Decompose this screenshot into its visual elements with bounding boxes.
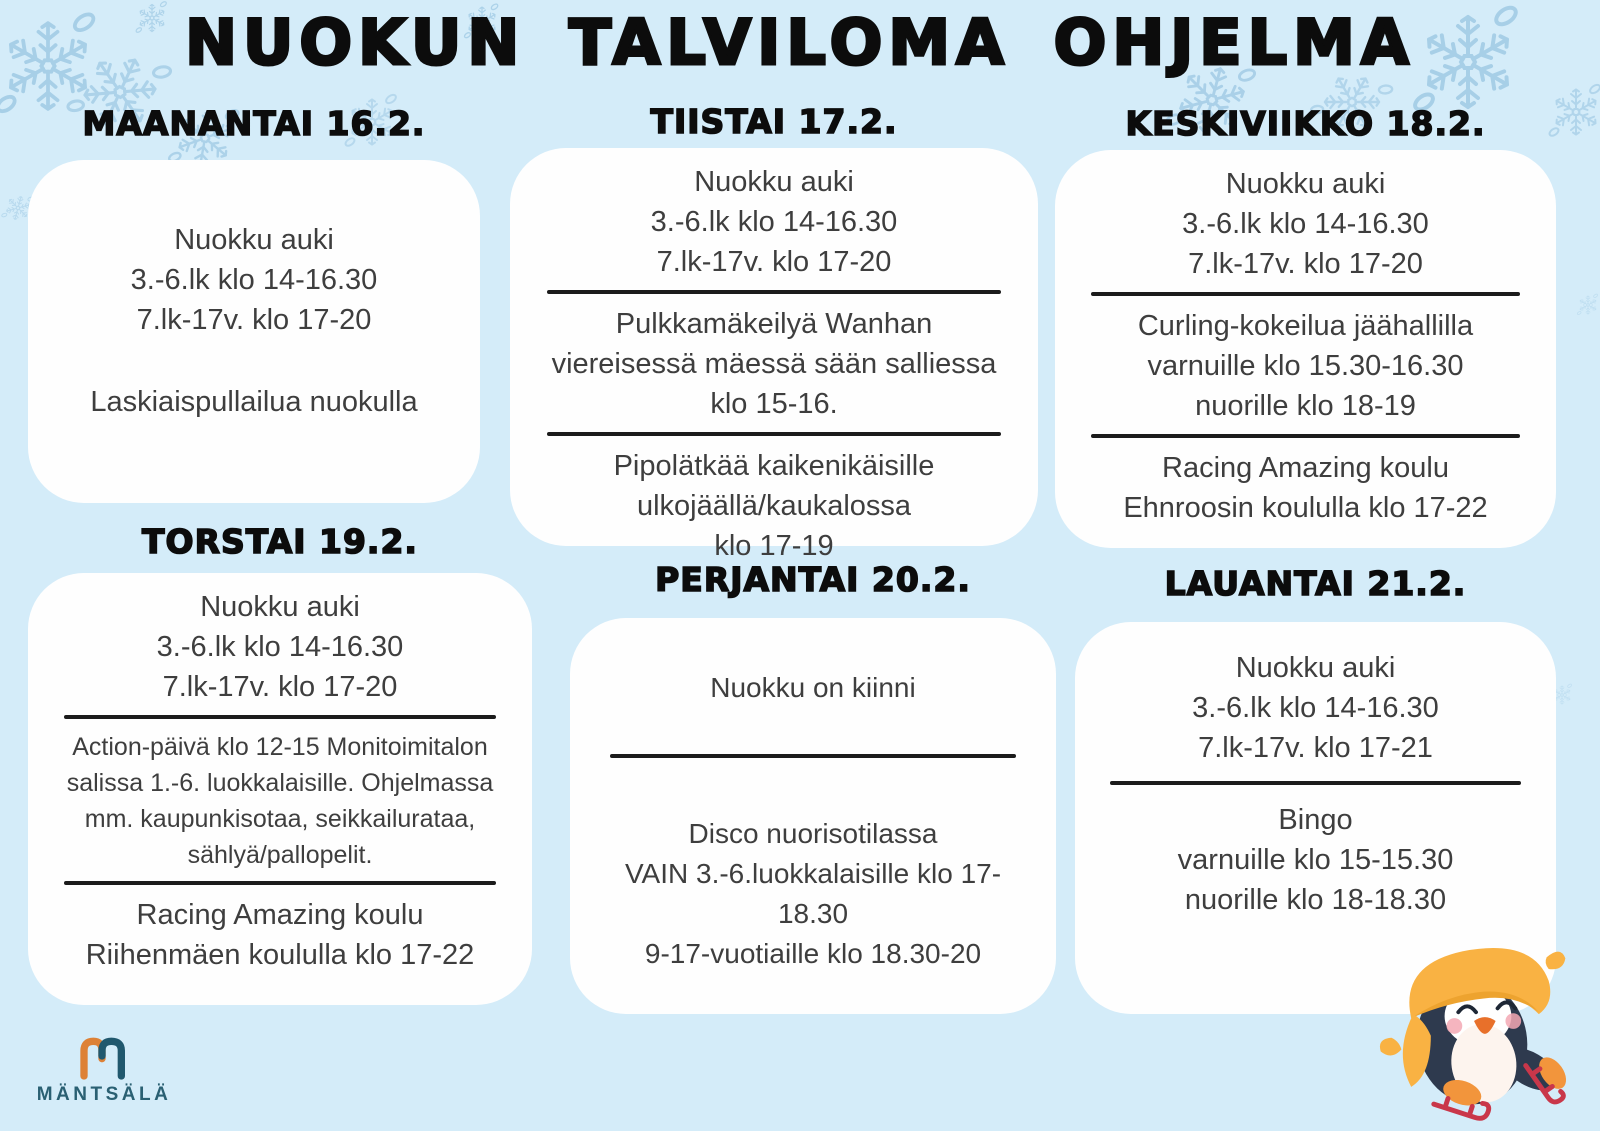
schedule-section bbox=[48, 729, 512, 873]
penguin-illustration bbox=[1368, 924, 1584, 1124]
schedule-line: Ehnroosin koululla klo 17-22 bbox=[1123, 492, 1488, 524]
day-header-saturday: LAUANTAI 21.2. bbox=[1164, 564, 1467, 603]
schedule-line: Riihenmäen koululla klo 17-22 bbox=[85, 939, 475, 971]
schedule-line: nuorille klo 18-18.30 bbox=[1184, 884, 1447, 916]
schedule-section bbox=[1075, 306, 1536, 426]
schedule-line: Laskiaispullailua nuokulla bbox=[90, 386, 418, 418]
schedule-line: 18.30 bbox=[777, 898, 849, 929]
day-header-friday: PERJANTAI 20.2. bbox=[655, 560, 971, 599]
snowflake-icon bbox=[1577, 293, 1598, 315]
schedule-section bbox=[530, 162, 1018, 282]
schedule-section bbox=[48, 382, 460, 422]
schedule-section bbox=[1095, 648, 1536, 768]
section-divider bbox=[1110, 781, 1520, 785]
schedule-section bbox=[530, 446, 1018, 566]
schedule-line: klo 15-16. bbox=[710, 388, 838, 420]
schedule-line: 3.-6.lk klo 14-16.30 bbox=[130, 264, 378, 296]
schedule-section bbox=[530, 304, 1018, 424]
section-divider bbox=[64, 881, 496, 885]
section-divider bbox=[1091, 292, 1520, 296]
schedule-line: varnuille klo 15.30-16.30 bbox=[1147, 350, 1464, 382]
schedule-line: 3.-6.lk klo 14-16.30 bbox=[1182, 208, 1429, 240]
schedule-line: Disco nuorisotilassa bbox=[688, 818, 938, 849]
schedule-line: Pulkkamäkeilyä Wanhan bbox=[615, 308, 933, 340]
schedule-line: nuorille klo 18-19 bbox=[1195, 390, 1416, 422]
schedule-section bbox=[1095, 800, 1536, 920]
schedule-line: Nuokku auki bbox=[694, 166, 854, 198]
day-card-friday bbox=[570, 618, 1056, 1014]
schedule-line: Racing Amazing koulu bbox=[1162, 452, 1449, 484]
schedule-line: 7.lk-17v. klo 17-20 bbox=[1188, 248, 1423, 280]
section-divider bbox=[547, 290, 1001, 294]
schedule-line: Nuokku auki bbox=[1235, 652, 1396, 684]
mantsala-logo-text: MÄNTSÄLÄ bbox=[36, 1084, 172, 1105]
schedule-line: Nuokku auki bbox=[174, 224, 334, 256]
section-divider bbox=[610, 754, 1016, 758]
schedule-line: mm. kaupunkisotaa, seikkailurataa, bbox=[84, 805, 476, 833]
mantsala-logo bbox=[36, 1036, 172, 1106]
day-card-wednesday bbox=[1055, 150, 1556, 548]
day-header-monday: MAANANTAI 16.2. bbox=[82, 104, 426, 143]
schedule-line: Pipolätkää kaikenikäisille bbox=[613, 450, 935, 482]
schedule-section bbox=[48, 895, 512, 975]
schedule-line: 7.lk-17v. klo 17-20 bbox=[656, 246, 892, 278]
schedule-line: salissa 1.-6. luokkalaisille. Ohjelmassa bbox=[66, 769, 494, 797]
schedule-line: Bingo bbox=[1278, 804, 1353, 836]
schedule-line: Nuokku on kiinni bbox=[710, 672, 916, 703]
section-divider bbox=[1091, 434, 1520, 438]
day-header-wednesday: KESKIVIIKKO 18.2. bbox=[1125, 104, 1486, 143]
schedule-line: klo 17-19 bbox=[714, 530, 834, 562]
schedule-section bbox=[1075, 448, 1536, 528]
schedule-line: 3.-6.lk klo 14-16.30 bbox=[1192, 692, 1439, 724]
section-divider bbox=[547, 432, 1001, 436]
schedule-line: sählyä/pallopelit. bbox=[187, 841, 373, 869]
schedule-line: Curling-kokeilua jäähallilla bbox=[1137, 310, 1474, 342]
schedule-line: Action-päivä klo 12-15 Monitoimitalon bbox=[72, 733, 488, 761]
section-gap bbox=[48, 340, 460, 382]
day-card-tuesday bbox=[510, 148, 1038, 562]
poster-title: NUOKUN TALVILOMA OHJELMA bbox=[185, 6, 1415, 79]
schedule-line: Nuokku auki bbox=[200, 591, 360, 623]
schedule-section bbox=[48, 220, 460, 340]
day-header-tuesday: TIISTAI 17.2. bbox=[650, 102, 898, 141]
day-card-thursday bbox=[28, 573, 532, 1005]
schedule-line: 3.-6.lk klo 14-16.30 bbox=[650, 206, 898, 238]
schedule-line: 3.-6.lk klo 14-16.30 bbox=[156, 631, 404, 663]
schedule-line: 7.lk-17v. klo 17-21 bbox=[1198, 732, 1433, 764]
mantsala-m-icon bbox=[77, 1036, 131, 1080]
schedule-section bbox=[48, 587, 512, 707]
schedule-section bbox=[590, 814, 1036, 974]
schedule-line: 7.lk-17v. klo 17-20 bbox=[162, 671, 398, 703]
day-card-monday bbox=[28, 160, 480, 503]
schedule-line: varnuille klo 15-15.30 bbox=[1177, 844, 1454, 876]
schedule-line: ulkojäällä/kaukalossa bbox=[636, 490, 912, 522]
section-divider bbox=[64, 715, 496, 719]
day-header-thursday: TORSTAI 19.2. bbox=[142, 522, 418, 561]
schedule-line: Nuokku auki bbox=[1225, 168, 1386, 200]
schedule-line: 7.lk-17v. klo 17-20 bbox=[136, 304, 372, 336]
schedule-line: VAIN 3.-6.luokkalaisille klo 17- bbox=[624, 858, 1002, 889]
schedule-line: viereisessä mäessä sään salliessa bbox=[551, 348, 997, 380]
schedule-section bbox=[590, 668, 1036, 708]
schedule-line: 9-17-vuotiaille klo 18.30-20 bbox=[644, 938, 982, 969]
schedule-section bbox=[1075, 164, 1536, 284]
schedule-line: Racing Amazing koulu bbox=[136, 899, 424, 931]
